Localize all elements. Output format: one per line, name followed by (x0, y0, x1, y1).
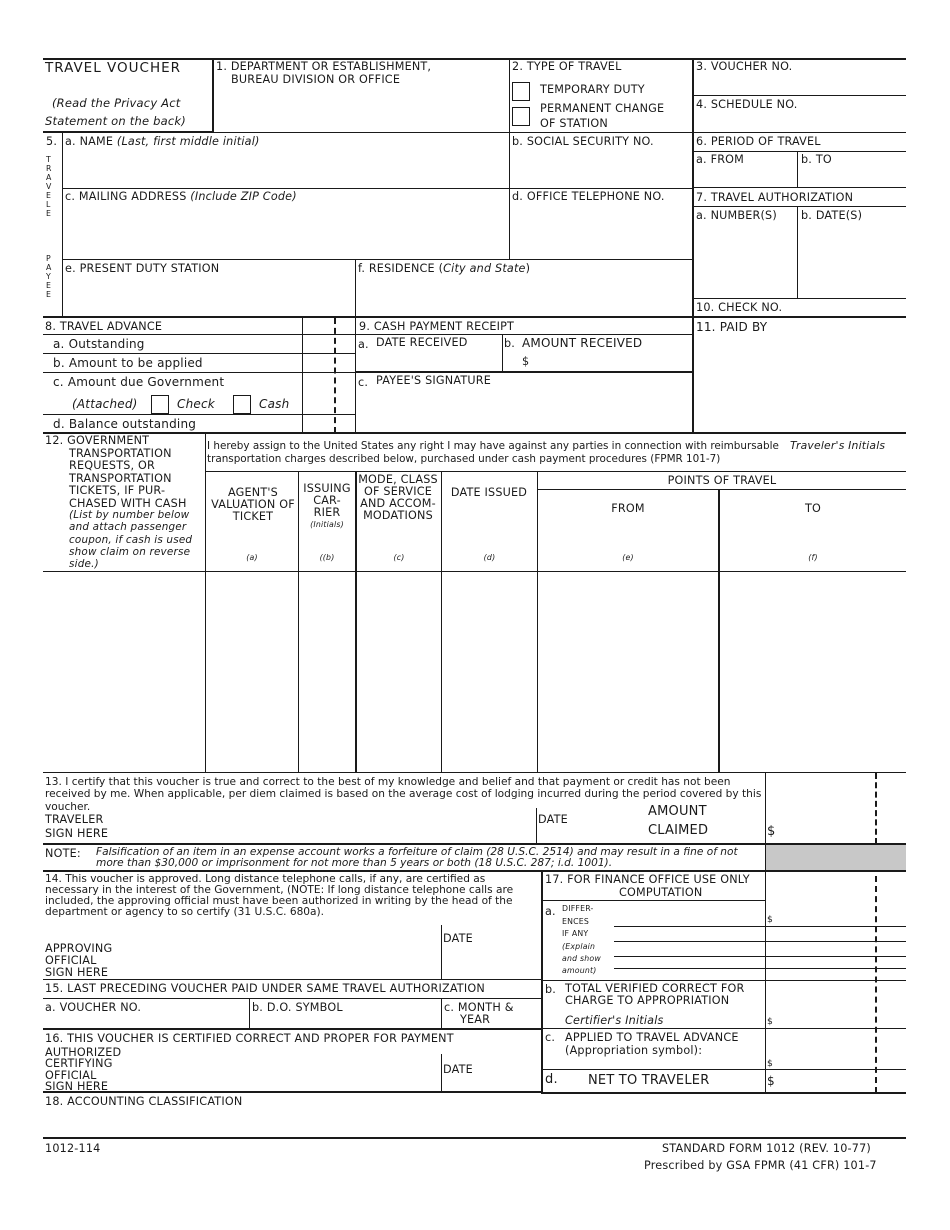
field-18-label: 18. ACCOUNTING CLASSIFICATION (45, 1095, 243, 1108)
rule (62, 132, 63, 318)
rule (509, 132, 510, 260)
field-12-label: TRANSPORTATION (69, 447, 172, 460)
field-8d-label: d. Balance outstanding (53, 417, 197, 431)
permanent-change-checkbox[interactable] (512, 107, 530, 126)
field-8c-label: c. Amount due Government (53, 375, 225, 389)
rule (543, 900, 766, 901)
field-17d-label: NET TO TRAVELER (588, 1073, 710, 1088)
field-9c-letter: c. (358, 376, 369, 389)
field-17c-dollar: $ (767, 1058, 774, 1069)
field-17a-letter: a. (545, 905, 556, 918)
rule (212, 58, 214, 133)
col-d-header: DATE ISSUED (450, 486, 528, 499)
col-c-tag: (c) (393, 553, 405, 562)
rule (43, 1137, 906, 1139)
assign-text: I hereby assign to the United States any right I may have against any parties in connection with reimbursable transportation charges described below, purchased under cash payment procedures (FPMR 101-7) (207, 440, 779, 465)
rule (43, 1091, 543, 1093)
field-17c-label: (Appropriation symbol): (565, 1044, 703, 1057)
field-7b-label: b. DATE(S) (801, 209, 863, 222)
field-12-label: CHASED WITH CASH (69, 497, 187, 510)
col-f-tag: (f) (808, 553, 818, 562)
field-1-label: BUREAU DIVISION OR OFFICE (231, 73, 401, 86)
rule (543, 1069, 906, 1070)
rule (875, 876, 877, 1093)
field-2-label: 2. TYPE OF TRAVEL (512, 60, 622, 73)
rule (614, 926, 906, 927)
rule (334, 318, 336, 433)
field-9-label: 9. CASH PAYMENT RECEIPT (359, 320, 515, 333)
attached-label: (Attached) (72, 397, 138, 411)
field-9b-letter: b. (504, 337, 516, 350)
official-label: OFFICIAL (45, 1069, 97, 1082)
rule (538, 489, 906, 490)
claimed-label: CLAIMED (648, 823, 709, 838)
rule (875, 773, 877, 844)
field-12-label: TICKETS, IF PUR- (69, 484, 166, 497)
check-checkbox[interactable] (151, 395, 169, 414)
field-16-label: 16. THIS VOUCHER IS CERTIFIED CORRECT AND PROPER FOR PAYMENT (45, 1032, 454, 1045)
field-17c-letter: c. (545, 1031, 556, 1044)
field-17a-label: (Explain (562, 942, 596, 951)
field-17b-letter: b. (545, 983, 557, 996)
col-a-header: AGENT'S VALUATION OF TICKET (211, 486, 295, 523)
rule (692, 58, 694, 433)
rule (43, 870, 906, 872)
rule (543, 1092, 906, 1094)
rule (249, 999, 250, 1029)
rule (502, 335, 503, 372)
field-15c-label: YEAR (460, 1013, 491, 1026)
cash-checkbox[interactable] (233, 395, 251, 414)
field-17b-label: CHARGE TO APPROPRIATION (565, 994, 730, 1007)
field-12-note: (List by number below and attach passenger coupon, if cash is used show claim on reverse side.) (69, 509, 193, 571)
rule (765, 872, 766, 1094)
rule (694, 151, 906, 152)
amount-label: AMOUNT (648, 804, 707, 819)
rule (694, 187, 906, 188)
field-12-label: REQUESTS, OR (69, 459, 156, 472)
rule (797, 206, 798, 298)
col-c-header: MODE, CLASS OF SERVICE AND ACCOM- MODATIONS (358, 473, 438, 522)
rule (537, 472, 538, 773)
field-9a-letter: a. (358, 338, 369, 351)
field-9c-label: PAYEE'S SIGNATURE (376, 374, 492, 387)
rule (43, 353, 355, 354)
rule (694, 298, 906, 299)
date-label: DATE (538, 813, 568, 826)
field-5c-label: c. MAILING ADDRESS (Include ZIP Code) (65, 190, 297, 203)
field-17-label: COMPUTATION (619, 886, 703, 899)
field-5f-label: f. RESIDENCE (City and State) (358, 262, 531, 275)
field-3-label: 3. VOUCHER NO. (696, 60, 793, 73)
field-17a-dollar: $ (767, 914, 774, 925)
field-5e-label: e. PRESENT DUTY STATION (65, 262, 220, 275)
rule (62, 188, 693, 189)
pcs-label: PERMANENT CHANGE (540, 102, 665, 115)
prescribed-label: Prescribed by GSA FPMR (41 CFR) 101-7 (644, 1159, 877, 1172)
cash-label: Cash (259, 397, 290, 411)
form-title: TRAVEL VOUCHER (45, 60, 182, 76)
official-label: OFFICIAL (45, 954, 97, 967)
field-13-text: 13. I certify that this voucher is true and correct to the best of my knowledge and belief and that payment or credit has not been received by me. When applicable, per diem claimed is based on the average cost of lodging incurred during the period covered by this voucher. (45, 776, 762, 813)
field-12-label: 12. GOVERNMENT (45, 434, 150, 447)
field-17b-dollar: $ (767, 1016, 774, 1027)
rule (356, 334, 693, 335)
rule (614, 956, 906, 957)
field-6-label: 6. PERIOD OF TRAVEL (696, 135, 821, 148)
sign-here-label: SIGN HERE (45, 1080, 109, 1093)
check-label: Check (177, 397, 215, 411)
date-label: DATE (443, 932, 473, 945)
field-6a-label: a. FROM (696, 153, 745, 166)
privacy-note: (Read the Privacy Act (52, 96, 181, 110)
rule (694, 316, 906, 318)
rule (694, 206, 906, 207)
note-label: NOTE: (45, 847, 81, 860)
rule (62, 259, 693, 260)
field-1-label: 1. DEPARTMENT OR ESTABLISHMENT, (216, 60, 432, 73)
traveler-label: TRAVELER (45, 813, 104, 826)
travelers-initials-label: Traveler's Initials (790, 439, 886, 452)
rule (302, 318, 303, 433)
rule (43, 316, 693, 318)
rule (441, 1054, 442, 1092)
col-a-tag: (a) (246, 553, 258, 562)
rule (213, 132, 906, 133)
privacy-note: Statement on the back) (45, 114, 186, 128)
sign-here-label: SIGN HERE (45, 827, 109, 840)
certifying-label: CERTIFYING (45, 1057, 113, 1070)
shaded-area (766, 845, 906, 871)
field-5b-label: b. SOCIAL SECURITY NO. (512, 135, 654, 148)
field-17b-label: TOTAL VERIFIED CORRECT FOR (565, 982, 745, 995)
rule (43, 979, 542, 980)
field-15b-label: b. D.O. SYMBOL (252, 1001, 343, 1014)
amount-dollar: $ (767, 824, 776, 839)
field-10-label: 10. CHECK NO. (696, 301, 783, 314)
field-12-label: TRANSPORTATION (69, 472, 172, 485)
field-9a-label: DATE RECEIVED (376, 336, 468, 349)
field-17d-dollar: $ (767, 1074, 775, 1088)
standard-form-label: STANDARD FORM 1012 (REV. 10-77) (662, 1142, 871, 1155)
col-e-header: FROM (611, 502, 645, 515)
field-5-number: 5. (46, 135, 58, 148)
rule (356, 371, 693, 373)
rule (797, 151, 798, 187)
field-15a-label: a. VOUCHER NO. (45, 1001, 142, 1014)
rule (718, 490, 720, 773)
col-f-header: TO (804, 502, 822, 515)
col-e-tag: (e) (622, 553, 634, 562)
payee-vertical: P A Y E E (46, 254, 52, 299)
field-11-label: 11. PAID BY (696, 320, 768, 334)
field-5d-label: d. OFFICE TELEPHONE NO. (512, 190, 665, 203)
date-label: DATE (443, 1063, 473, 1076)
field-17c-label: APPLIED TO TRAVEL ADVANCE (565, 1031, 739, 1044)
rule (614, 941, 906, 942)
temporary-duty-checkbox[interactable] (512, 82, 530, 101)
field-6b-label: b. TO (801, 153, 832, 166)
col-b-header: ISSUING CAR- RIER (303, 482, 351, 519)
pcs-label: OF STATION (540, 117, 608, 130)
rule (536, 808, 537, 844)
col-b-note: (Initials) (310, 520, 344, 529)
field-17a-label: IF ANY (562, 929, 589, 938)
field-4-label: 4. SCHEDULE NO. (696, 98, 798, 111)
rule (614, 968, 906, 969)
rule (43, 131, 213, 133)
field-7a-label: a. NUMBER(S) (696, 209, 777, 222)
form-number: 1012-114 (45, 1142, 101, 1155)
field-15-label: 15. LAST PRECEDING VOUCHER PAID UNDER SAME TRAVEL AUTHORIZATION (45, 982, 485, 995)
rule (43, 372, 355, 373)
rule (206, 471, 906, 472)
rule (43, 414, 355, 415)
authorized-label: AUTHORIZED (45, 1046, 122, 1059)
field-17a-label: DIFFER- (562, 904, 594, 913)
rule (205, 434, 206, 773)
approving-label: APPROVING (45, 942, 113, 955)
rule (43, 334, 355, 335)
certifiers-initials-label: Certifier's Initials (565, 1014, 664, 1027)
sign-here-label: SIGN HERE (45, 966, 109, 979)
field-9b-dollar: $ (522, 355, 530, 368)
field-8a-label: a. Outstanding (53, 337, 145, 351)
field-7-label: 7. TRAVEL AUTHORIZATION (696, 191, 854, 204)
rule (441, 472, 442, 773)
field-14-text: 14. This voucher is approved. Long distance telephone calls, if any, are certified as necessary in the interest of the Government, (NOTE: If long distance telephone calls are included, the approving official must have been authorized in writing by the head of the department or agency to so certify (31 U.S.C. 680a). (45, 873, 514, 918)
rule (43, 772, 906, 773)
rule (43, 998, 542, 999)
rule (543, 1028, 906, 1029)
field-17d-letter: d. (545, 1072, 558, 1087)
field-17a-label: ENCES (562, 917, 590, 926)
field-17a-label: amount) (562, 966, 597, 975)
rule (441, 999, 442, 1029)
rule (43, 571, 906, 572)
temporary-duty-label: TEMPORARY DUTY (540, 83, 645, 96)
rule (298, 472, 299, 773)
col-d-tag: (d) (483, 553, 496, 562)
note-text: Falsification of an item in an expense account works a forfeiture of claim (28 U.S.C. 2514) and may result in a fine of not more than $30,000 or imprisonment for not more than 5 years or both (18 U.S.C. 287; i.d. 1001). (96, 846, 738, 869)
traveler-vertical: T R A V E L E (46, 155, 52, 218)
rule (43, 1028, 542, 1030)
rule (441, 925, 442, 979)
col-b-tag: ((b) (319, 553, 335, 562)
rule (43, 432, 906, 434)
rule (543, 980, 906, 981)
rule (355, 259, 356, 433)
rule (694, 95, 906, 96)
field-15c-label: c. MONTH & (444, 1001, 514, 1014)
field-9b-label: AMOUNT RECEIVED (522, 336, 643, 350)
rule (541, 872, 543, 1094)
rule (509, 58, 510, 132)
field-17-label: 17. FOR FINANCE OFFICE USE ONLY (545, 873, 750, 886)
field-8b-label: b. Amount to be applied (53, 356, 203, 370)
field-17a-label: and show (562, 954, 601, 963)
points-of-travel-header: POINTS OF TRAVEL (667, 474, 777, 487)
field-8-label: 8. TRAVEL ADVANCE (45, 320, 163, 333)
field-5a-label: a. NAME (Last, first middle initial) (65, 135, 260, 148)
